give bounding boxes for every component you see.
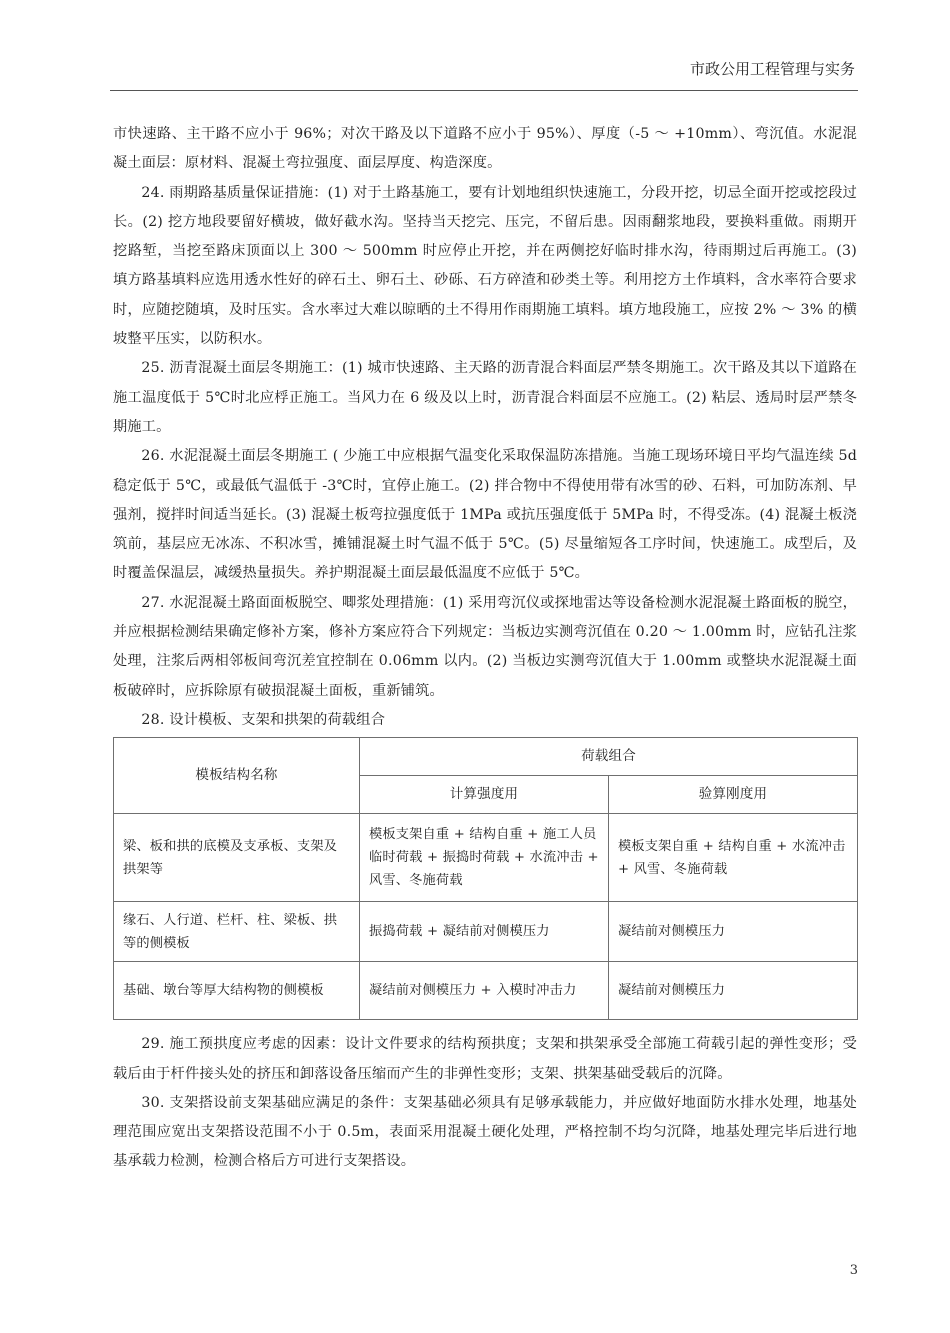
- cell-structure-name: 梁、板和拱的底模及支承板、支架及拱架等: [114, 814, 360, 902]
- table-row: [114, 814, 858, 902]
- cell-strength: 振捣荷载 + 凝结前对侧模压力: [360, 902, 609, 962]
- paragraph-26: 26. 水泥混凝土面层冬期施工 ( 少施工中应根据气温变化采取保温防冻措施。当施工现场环境日平均气温连续 5d 稳定低于 5℃，或最低气温低于 -3℃时，宜停止施工。(2) 拌合物中不得使用带有冰雪的砂、石料，可加防冻剂、早强剂，搅拌时间适当延长。(3) 混凝土板弯拉强度低于 1MPa 或抗压强度低于 5MPa 时，不得受冻。(4) 混凝土板浇筑前，基层应无冰冻、不积冰雪，摊铺混凝土时气温不低于 5℃。(5) 尽量缩短各工序时间，快速施工。成型后，及时覆盖保温层，减缓热量损失。养护期混凝土面层最低温度不应低于 5℃。: [113, 448, 857, 582]
- cell-strength: 模板支架自重 + 结构自重 + 施工人员临时荷载 + 振捣时荷载 + 水流冲击 + 风雪、冬施荷载: [360, 814, 609, 902]
- header-strength: 计算强度用: [360, 776, 609, 814]
- paragraph-30: 30. 支架搭设前支架基础应满足的条件：支架基础必须具有足够承载能力，并应做好地面防水排水处理，地基处理范围应宽出支架搭设范围不小于 0.5m，表面采用混凝土硬化处理，严格控制不均匀沉降，地基处理完毕后进行地基承载力检测，检测合格后方可进行支架搭设。: [113, 1094, 857, 1170]
- running-header-title: 市政公用工程管理与实务: [689, 60, 855, 78]
- paragraph-27: 27. 水泥混凝土路面面板脱空、唧浆处理措施：(1) 采用弯沉仪或探地雷达等设备检测水泥混凝土路面板的脱空，并应根据检测结果确定修补方案，修补方案应符合下列规定：当板边实测弯沉值在 0.20 ～ 1.00mm 时，应钻孔注浆处理，注浆后两相邻板间弯沉差宜控制在 0.06mm 以内。(2) 当板边实测弯沉值大于 1.00mm 或整块水泥混凝土面板破碎时，应拆除原有破损混凝土面板，重新铺筑。: [113, 594, 857, 699]
- paragraph-28-table-caption: 28. 设计模板、支架和拱架的荷载组合: [141, 711, 386, 728]
- cell-strength: 凝结前对侧模压力 + 入模时冲击力: [360, 962, 609, 1020]
- table-row: [114, 902, 858, 962]
- paragraph-25: 25. 沥青混凝土面层冬期施工：(1) 城市快速路、主天路的沥青混合料面层严禁冬期施工。次干路及其以下道路在施工温度低于 5℃时北应桴正施工。当风力在 6 级及以上时，沥青混合料面层不应施工。(2) 粘层、透局时层严禁冬期施工。: [113, 360, 857, 435]
- header-load-combination: 荷载组合: [360, 738, 858, 776]
- cell-stiffness: 凝结前对侧模压力: [609, 902, 858, 962]
- load-combination-table: [113, 737, 858, 1020]
- table-header-row: [114, 738, 858, 776]
- page-body: [113, 120, 857, 1177]
- paragraph-24: 24. 雨期路基质量保证措施：(1) 对于土路基施工，要有计划地组织快速施工，分段开挖，切忌全面开挖或挖段过长。(2) 挖方地段要留好横坡，做好截水沟。坚持当天挖完、压完，不留后患。因雨翻浆地段，要换料重做。雨期开挖路堑，当挖至路床顶面以上 300 ～ 500mm 时应停止开挖，并在两侧挖好临时排水沟，待雨期过后再施工。(3) 填方路基填料应选用透水性好的碎石土、卵石土、砂砾、石方碎渣和砂类土等。利用挖方土作填料，含水率符合要求时，应随挖随填，及时压实。含水率过大难以晾晒的土不得用作雨期施工填料。填方地段施工，应按 2% ～ 3% 的横坡整平压实，以防积水。: [113, 184, 857, 348]
- paragraph-29: 29. 施工预拱度应考虑的因素：设计文件要求的结构预拱度；支架和拱架承受全部施工荷载引起的弹性变形；受载后由于杆件接头处的挤压和卸落设备压缩而产生的非弹性变形；支架、拱架基础受载后的沉降。: [113, 1036, 857, 1082]
- table-row: [114, 962, 858, 1020]
- page-number: 3: [849, 1263, 858, 1278]
- header-structure-name: 模板结构名称: [114, 738, 360, 814]
- cell-structure-name: 缘石、人行道、栏杆、柱、梁板、拱等的侧模板: [114, 902, 360, 962]
- header-stiffness: 验算刚度用: [609, 776, 858, 814]
- cell-stiffness: 模板支架自重 + 结构自重 + 水流冲击 + 风雪、冬施荷载: [609, 814, 858, 902]
- paragraph-continued: 市快速路、主干路不应小于 96%；对次干路及以下道路不应小于 95%）、厚度（-5 ～ +10mm）、弯沉值。水泥混凝土面层：原材料、混凝土弯拉强度、面层厚度、构造深度。: [113, 126, 857, 172]
- header-rule: [110, 90, 858, 91]
- cell-stiffness: 凝结前对侧模压力: [609, 962, 858, 1020]
- cell-structure-name: 基础、墩台等厚大结构物的侧模板: [114, 962, 360, 1020]
